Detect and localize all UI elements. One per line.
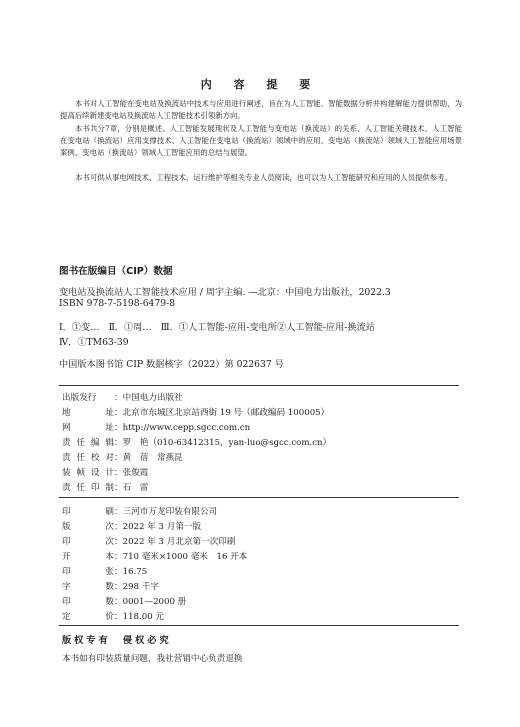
sheets-row-label: 印张 xyxy=(62,567,114,577)
designer-row: 装帧设计：张俊霞 xyxy=(62,468,149,478)
editor-row-value: 罗 艳（010-63412315，yan-luo@sgcc.com.cn） xyxy=(122,438,332,448)
format-row-label: 开本 xyxy=(62,552,114,562)
summary-paragraph: 本书共分7章，分别是概述、人工智能发展现状及人工智能与变电站（换流站）的关系、人工智能关键技术、人工智能在变电站（换流站）应用支撑技术、人工智能在变电站（换流站）领域中的应用、变电站（换流站）领域人工智能应用场景案例、变电站（换流站）领域人工智能应用的总结与展望。 xyxy=(60,124,462,157)
sheets-row-value: 16.75 xyxy=(122,567,148,577)
editor-row-label: 责任编辑 xyxy=(62,438,114,448)
cip-isbn: ISBN 978-7-5198-6479-8 xyxy=(59,298,176,309)
address-row-label: 地址 xyxy=(62,408,114,418)
cip-classification: Ⅰ．①变… Ⅱ．①周… Ⅲ．①人工智能-应用-变电所②人工智能-应用-换流站 xyxy=(59,322,375,333)
price-row-label: 定价 xyxy=(62,612,114,622)
proofreader-row: 责任校对：黄 蓓 常燕昆 xyxy=(62,453,183,463)
address-row-value: 北京市东城区北京站西街 19 号（邮政编码 100005） xyxy=(122,408,330,418)
sheets-row: 印张：16.75 xyxy=(62,567,148,577)
website-row: 网址：http://www.cepp.sgcc.com.cn xyxy=(62,423,251,433)
divider-middle xyxy=(59,497,459,498)
print-manager-row-label: 责任印制 xyxy=(62,483,114,493)
website-row-value: http://www.cepp.sgcc.com.cn xyxy=(122,423,251,433)
word-count-row-label: 字数 xyxy=(62,582,114,592)
cip-classification-number: Ⅳ．①TM63-39 xyxy=(59,337,129,348)
proofreader-row-label: 责任校对 xyxy=(62,453,114,463)
cip-title-line: 变电站及换流站人工智能技术应用 / 周宇主编. —北京：中国电力出版社，2022.3 xyxy=(59,287,391,298)
word-count-row-value: 298 千字 xyxy=(122,582,159,592)
publisher-row-value: 中国电力出版社 xyxy=(122,393,183,403)
cip-heading: 图书在版编目（CIP）数据 xyxy=(59,266,173,277)
edition-row-label: 版次 xyxy=(62,522,114,532)
divider-bottom xyxy=(59,625,459,626)
edition-row: 版次：2022 年 3 月第一版 xyxy=(62,522,202,532)
designer-row-label: 装帧设计 xyxy=(62,468,114,478)
impression-row: 印次：2022 年 3 月北京第一次印刷 xyxy=(62,537,236,547)
price-row-value: 118.00 元 xyxy=(122,612,165,622)
edition-row-value: 2022 年 3 月第一版 xyxy=(122,522,202,532)
print-run-row: 印数：0001—2000 册 xyxy=(62,597,187,607)
divider-top xyxy=(59,385,459,386)
print-run-row-label: 印数 xyxy=(62,597,114,607)
cip-record-number: 中国版本图书馆 CIP 数据核字（2022）第 022637 号 xyxy=(59,359,284,370)
print-run-row-value: 0001—2000 册 xyxy=(122,597,187,607)
word-count-row: 字数：298 千字 xyxy=(62,582,159,592)
summary-paragraph: 本书可供从事电网技术、工程技术、运行维护等相关专业人员阅读，也可以为人工智能研究和应用的人员提供参考。 xyxy=(75,173,452,182)
website-row-label: 网址 xyxy=(62,423,114,433)
publisher-row-label: 出版发行 xyxy=(62,393,97,403)
print-manager-row-value: 石 雷 xyxy=(122,483,149,493)
format-row: 开本：710 毫米×1000 毫米 16 开本 xyxy=(62,552,248,562)
summary-title: 内 容 提 要 xyxy=(200,78,320,91)
impression-row-value: 2022 年 3 月北京第一次印刷 xyxy=(122,537,236,547)
address-row: 地址：北京市东城区北京站西街 19 号（邮政编码 100005） xyxy=(62,408,330,418)
summary-paragraph: 本书对人工智能在变电站及换流站中技术与应用进行阐述，旨在为人工智能、智能数据分析并构建解能力提供帮助，为提高后续新建变电站及换流站人工智能技术引领新方向。 xyxy=(60,99,462,120)
designer-row-value: 张俊霞 xyxy=(122,468,149,478)
printer-row: 印刷：三河市万龙印装有限公司 xyxy=(62,507,218,517)
price-row: 定价：118.00 元 xyxy=(62,612,165,622)
copyright-title: 版权专有 侵权必究 xyxy=(62,635,172,646)
proofreader-row-value: 黄 蓓 常燕昆 xyxy=(122,453,183,463)
publisher-row: 出版发行 ：中国电力出版社 xyxy=(62,393,183,403)
printer-row-label: 印刷 xyxy=(62,507,114,517)
editor-row: 责任编辑：罗 艳（010-63412315，yan-luo@sgcc.com.cn） xyxy=(62,438,332,448)
print-manager-row: 责任印制：石 雷 xyxy=(62,483,149,493)
format-row-value: 710 毫米×1000 毫米 16 开本 xyxy=(122,552,248,562)
printer-row-value: 三河市万龙印装有限公司 xyxy=(122,507,218,517)
copyright-note: 本书如有印装质量问题，我社营销中心负责退换 xyxy=(62,654,243,664)
impression-row-label: 印次 xyxy=(62,537,114,547)
